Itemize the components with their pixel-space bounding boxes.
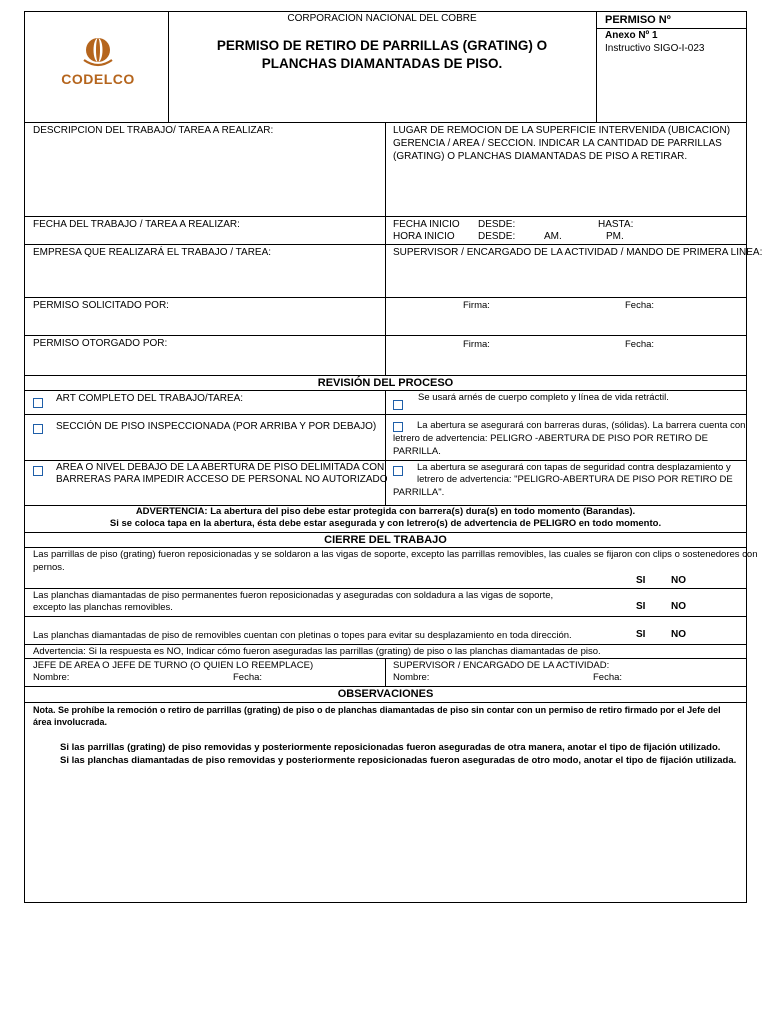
safety-covers-checkbox[interactable]: [393, 466, 403, 476]
chief-date-label: Fecha:: [233, 672, 263, 683]
q2-yes[interactable]: SI: [636, 601, 646, 612]
date-label-1: Fecha:: [625, 300, 655, 311]
observations-note-line-2: área involucrada.: [33, 717, 108, 727]
chief-name-label: Nombre:: [33, 672, 70, 683]
permit-number-label: PERMISO Nº: [605, 14, 671, 26]
instructive-label: Instructivo SIGO-I-023: [605, 43, 705, 54]
corporation-name: CORPORACION NACIONAL DEL COBRE: [287, 13, 477, 24]
floor-inspected-label: SECCIÓN DE PISO INSPECCIONADA (POR ARRIBA Y POR DEBAJO): [56, 421, 377, 432]
q3-yes[interactable]: SI: [636, 629, 646, 640]
signature-label-1: Firma:: [463, 300, 490, 311]
row-line-5: [24, 375, 747, 376]
q2-no[interactable]: NO: [671, 601, 686, 612]
work-date-label: FECHA DEL TRABAJO / TAREA A REALIZAR:: [33, 219, 240, 230]
row-line-10: [24, 532, 747, 533]
floor-inspected-checkbox[interactable]: [33, 424, 43, 434]
row-line-13: [24, 616, 747, 617]
safety-covers-line-1: La abertura se asegurará con tapas de seguridad contra desplazamiento y: [417, 462, 731, 473]
area-delimited-label-1: AREA O NIVEL DEBAJO DE LA ABERTURA DE PISO DELIMITADA CON: [56, 462, 385, 473]
q1-yes[interactable]: SI: [636, 575, 646, 586]
observations-line-4: Si las planchas diamantadas de piso removidas y posteriormente reposicionadas fueron aseguradas de otro modo, anotar el tipo de fijación utilizada.: [60, 755, 737, 766]
row-line-14: [24, 644, 747, 645]
q1-no[interactable]: NO: [671, 575, 686, 586]
review-warning-line-2: Si se coloca tapa en la abertura, ésta debe estar asegurada y con letrero(s) de advertencia de PELIGRO en todo momento.: [109, 518, 662, 529]
closure-q3: Las planchas diamantadas de piso de removibles cuentan con pletinas o topes para evitar su desplazamiento en toda dirección.: [33, 630, 572, 641]
row-line-3: [24, 297, 747, 298]
observations-note-line-1: Nota. Se prohíbe la remoción o retiro de parrillas (grating) de piso o de planchas diamantadas de piso sin contar con un permiso de retiro firmado por el Jefe del: [33, 705, 721, 715]
review-warning-line-1: ADVERTENCIA: La abertura del piso debe estar protegida con barrera(s) dura(s) en todo momento (Barandas).: [135, 506, 636, 517]
area-delimited-label-2: BARRERAS PARA IMPEDIR ACCESO DE PERSONAL NO AUTORIZADO: [56, 474, 388, 485]
codelco-logo: [58, 36, 138, 92]
observations-line-3: Si las parrillas (grating) de piso removidas y posteriormente reposicionadas fueron aseguradas de otra manera, anotar el tipo de fijación utilizado.: [60, 742, 721, 753]
hard-barriers-line-1: La abertura se asegurará con barreras duras, (sólidas). La barrera cuenta con: [417, 420, 746, 431]
description-label: DESCRIPCION DEL TRABAJO/ TAREA A REALIZAR:: [33, 125, 274, 136]
row-line-17: [24, 702, 747, 703]
closure-q2-line-1: Las planchas diamantadas de piso permanentes fueron reposicionadas y aseguradas con soldadura a las vigas de soporte,: [33, 590, 554, 601]
date-label-2: Fecha:: [625, 339, 655, 350]
closure-q2-line-2: excepto las planchas removibles.: [33, 602, 173, 613]
start-date-label: FECHA INICIO: [393, 219, 460, 230]
codelco-logo-icon: [58, 36, 138, 70]
row-line-8: [24, 460, 747, 461]
granted-by-label: PERMISO OTORGADO POR:: [33, 338, 168, 349]
row-line-2: [24, 244, 747, 245]
requested-by-label: PERMISO SOLICITADO POR:: [33, 300, 169, 311]
area-delimited-checkbox[interactable]: [33, 466, 43, 476]
closure-supervisor-label: SUPERVISOR / ENCARGADO DE LA ACTIVIDAD:: [393, 660, 610, 671]
observations-title: OBSERVACIONES: [337, 688, 434, 700]
review-divider: [385, 390, 386, 505]
title-line-2: PLANCHAS DIAMANTADAS DE PISO.: [261, 56, 503, 71]
annex-label: Anexo Nº 1: [605, 30, 658, 41]
title-line-1: PERMISO DE RETIRO DE PARRILLAS (GRATING) O: [216, 38, 548, 53]
logo-text: CODELCO: [61, 71, 135, 87]
from-label-2: DESDE:: [478, 231, 516, 242]
harness-label: Se usará arnés de cuerpo completo y línea de vida retráctil.: [418, 392, 669, 403]
pm-label: PM.: [606, 231, 624, 242]
company-label: EMPRESA QUE REALIZARÁ EL TRABAJO / TAREA:: [33, 247, 272, 258]
closure-q1-line-2: pernos.: [33, 562, 65, 573]
q3-no[interactable]: NO: [671, 629, 686, 640]
art-complete-label: ART COMPLETO DEL TRABAJO/TAREA:: [56, 393, 244, 404]
chief-label: JEFE DE AREA O JEFE DE TURNO (O QUIEN LO REEMPLACE): [33, 660, 314, 671]
closure-supervisor-name-label: Nombre:: [393, 672, 430, 683]
row-line-4: [24, 335, 747, 336]
supervisor-label: SUPERVISOR / ENCARGADO DE LA ACTIVIDAD / MANDO DE PRIMERA LINEA:: [393, 247, 763, 258]
location-line-2: GERENCIA / AREA / SECCION. INDICAR LA CANTIDAD DE PARRILLAS: [393, 138, 722, 149]
row-line-12: [24, 588, 747, 589]
location-line-1: LUGAR DE REMOCION DE LA SUPERFICIE INTERVENIDA (UBICACION): [393, 125, 731, 136]
location-line-3: (GRATING) O PLANCHAS DIAMANTADAS DE PISO A RETIRAR.: [393, 151, 688, 162]
until-label: HASTA:: [598, 219, 634, 230]
closure-title: CIERRE DEL TRABAJO: [324, 534, 447, 546]
am-label: AM.: [544, 231, 562, 242]
safety-covers-line-2: letrero de advertencia: "PELIGRO-ABERTURA DE PISO POR RETIRO DE: [417, 474, 733, 485]
review-title: REVISIÓN DEL PROCESO: [317, 377, 454, 389]
row-line-11: [24, 547, 747, 548]
closure-signoff-divider: [385, 658, 386, 686]
closure-supervisor-date-label: Fecha:: [593, 672, 623, 683]
section-divider-main: [385, 122, 386, 375]
start-time-label: HORA INICIO: [393, 231, 455, 242]
row-line-16: [24, 686, 747, 687]
signature-label-2: Firma:: [463, 339, 490, 350]
hard-barriers-line-2: letrero de advertencia: PELIGRO -ABERTURA DE PISO POR RETIRO DE: [393, 433, 709, 444]
art-complete-checkbox[interactable]: [33, 398, 43, 408]
from-label-1: DESDE:: [478, 219, 516, 230]
hard-barriers-line-3: PARRILLA.: [393, 446, 441, 457]
row-line-1: [24, 216, 747, 217]
harness-checkbox[interactable]: [393, 400, 403, 410]
closure-warning: Advertencia: Si la respuesta es NO, Indicar cómo fueron aseguradas las parrillas (grating) de piso o las planchas diamantadas de piso.: [33, 646, 601, 657]
permit-no-divider: [596, 28, 747, 29]
closure-q1-line-1: Las parrillas de piso (grating) fueron reposicionadas y se soldaron a las vigas de soporte, excepto las parrillas removibles, las cuales se fijaron con clips o sostenedores con: [33, 549, 758, 560]
safety-covers-line-3: PARRILLA".: [393, 487, 445, 498]
hard-barriers-checkbox[interactable]: [393, 422, 403, 432]
row-line-7: [24, 414, 747, 415]
